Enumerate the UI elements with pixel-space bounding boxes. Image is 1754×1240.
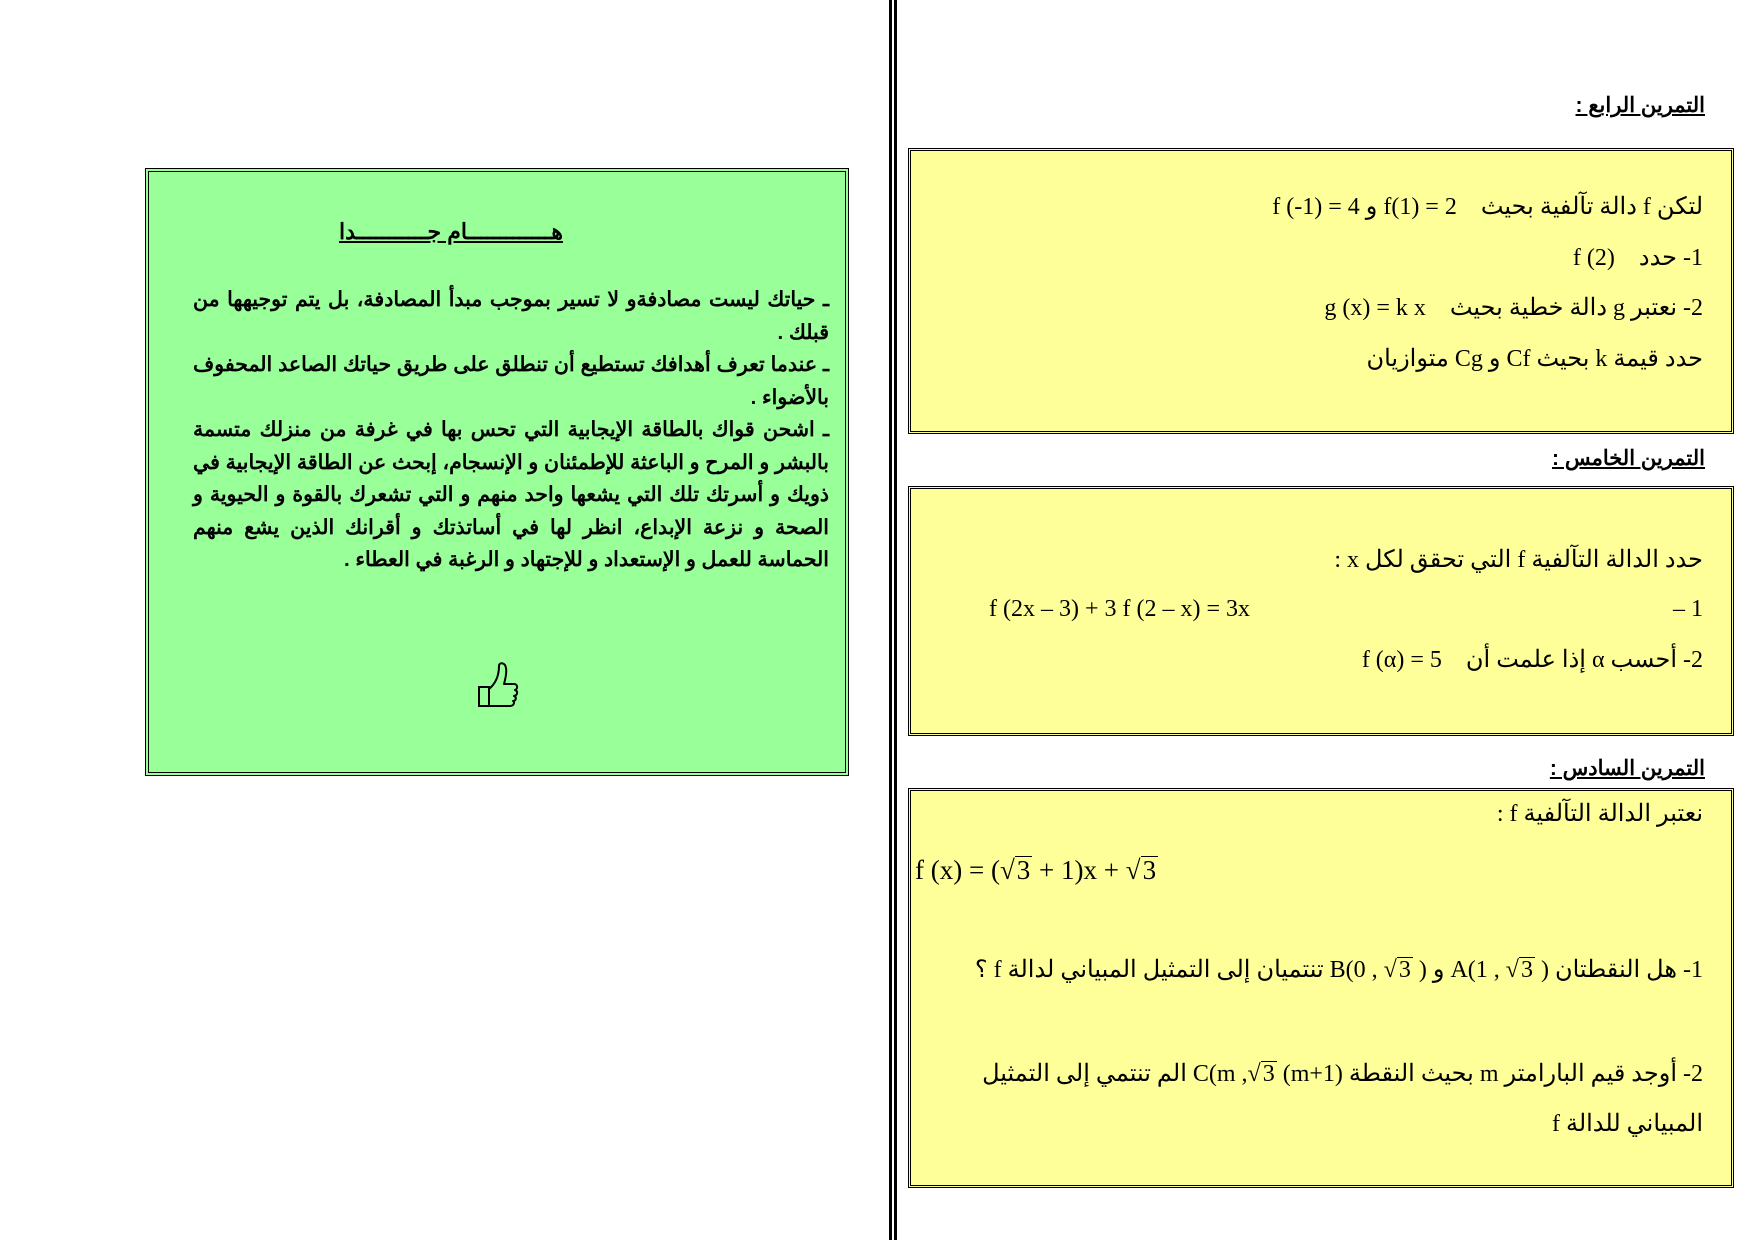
sqrt-radicand: 3 — [1398, 957, 1411, 983]
sqrt-radicand: 3 — [1520, 957, 1533, 983]
ex5-line-1: حدد الدالة التآلفية f التي تحقق لكل x : — [1334, 547, 1703, 573]
ex4-line-1 — [1272, 192, 1703, 221]
sqrt-radicand: 3 — [1262, 1061, 1275, 1087]
formula-part: f (x) = ( — [915, 855, 1000, 885]
ex4-line-4: حدد قيمة k بحيث Cf و Cg متوازيان — [1366, 346, 1703, 372]
q1-post: تنتميان إلى التمثيل المبياني لدالة f ؟ — [974, 957, 1324, 983]
point-A — [1450, 957, 1549, 984]
exercise-6-box — [908, 788, 1734, 1188]
ex6-formula — [915, 855, 1158, 886]
ex4-line-2 — [1573, 243, 1703, 272]
ex5-line-3-text: 2- أحسب α إذا علمت أن — [1465, 647, 1703, 673]
ex5-line-2-num: – 1 — [1673, 596, 1703, 622]
formula-part: + 1)x + — [1032, 855, 1126, 885]
sqrt-symbol: √ — [1505, 957, 1519, 983]
ex6-line-1: نعتبر الدالة التآلفية f : — [1496, 801, 1703, 827]
ex4-line-1-math: f (-1) = 4 و f(1) = 2 — [1272, 194, 1457, 220]
ex5-line-3-math: f (α) = 5 — [1361, 647, 1442, 673]
ex4-line-2-text: 1- حدد — [1638, 245, 1703, 271]
exercise-5-title: التمرين الخامس : — [1552, 447, 1705, 470]
point-C — [1193, 1061, 1343, 1088]
motivation-box — [145, 168, 849, 776]
q1-pre: 1- هل النقطتان — [1554, 957, 1703, 983]
motivation-paragraph: ـ حياتك ليست مصادفةو لا تسير بموجب مبدأ المصادفة، بل يتم توجيهها من قبلك . — [193, 288, 829, 344]
point-B-close: ) — [1412, 957, 1427, 983]
exercise-5-box — [908, 486, 1734, 736]
exercise-4-title: التمرين الرابع : — [1575, 94, 1705, 117]
q2-post: الم تنتمي إلى التمثيل — [982, 1061, 1187, 1087]
ex5-line-3 — [1362, 645, 1703, 674]
sqrt-radicand: 3 — [1142, 855, 1157, 885]
exercise-4-box — [908, 148, 1734, 434]
ex6-question-2 — [982, 1059, 1703, 1088]
motivation-paragraph: ـ عندما تعرف أهدافك تستطيع أن تنطلق على طريق حياتك الصاعد المحفوف بالأضواء . — [193, 353, 829, 409]
point-B-label: B(0 , — [1329, 957, 1384, 983]
sqrt-symbol: √ — [1383, 957, 1397, 983]
point-C-label: C(m , — [1192, 1061, 1248, 1087]
q1-and: و — [1426, 957, 1451, 983]
ex4-line-3-text: 2- نعتبر g دالة خطية بحيث — [1449, 295, 1703, 321]
motivation-title: هـــــــــــــام جـــــــــــدا — [339, 219, 563, 244]
ex5-line-2-math: f (2x – 3) + 3 f (2 – x) = 3x — [989, 596, 1251, 622]
ex4-line-3-math: g (x) = k x — [1324, 295, 1426, 321]
page-divider-right — [894, 0, 897, 1240]
motivation-paragraph: ـ اشحن قواك بالطاقة الإيجابية التي تحس بها في غرفة من منزلك متسمة بالبشر و المرح و الباعثة للإطمئنان و الإنسجام، إبحث عن الطاقة الإيجابية في ذويك و أسرتك تلك التي يشعها واحد منهم و التي تشعرك بالقوة و الحيوية و الصحة و نزعة الإبداع، انظر لها في أساتذتك و أقرانك الذين يشع منهم الحماسة للعمل و الإستعداد و للإجتهاد و الرغبة في العطاء . — [193, 418, 829, 571]
q2-pre: 2- أوجد قيم البارامتر m بحيث النقطة — [1348, 1061, 1703, 1087]
page-divider-left — [889, 0, 892, 1240]
motivation-text — [193, 284, 829, 577]
thumbs-up-icon — [475, 660, 521, 710]
exercise-6-title: التمرين السادس : — [1549, 757, 1705, 780]
point-A-label: A(1 , — [1450, 957, 1506, 983]
sqrt-symbol: √ — [1247, 1061, 1261, 1087]
sqrt-symbol: √ — [1125, 855, 1141, 885]
sqrt-radicand: 3 — [1016, 855, 1031, 885]
ex4-line-1-text: لتكن f دالة تآلفية بحيث — [1480, 194, 1703, 220]
ex6-question-2-line-2: المبياني للدالة f — [1551, 1111, 1703, 1137]
ex4-line-2-math: f (2) — [1572, 245, 1615, 271]
ex6-question-1 — [975, 955, 1703, 984]
ex4-line-3 — [1324, 293, 1703, 322]
point-C-end: (m+1) — [1276, 1061, 1343, 1087]
point-B — [1330, 957, 1427, 984]
point-A-close: ) — [1534, 957, 1549, 983]
sqrt-symbol: √ — [999, 855, 1015, 885]
